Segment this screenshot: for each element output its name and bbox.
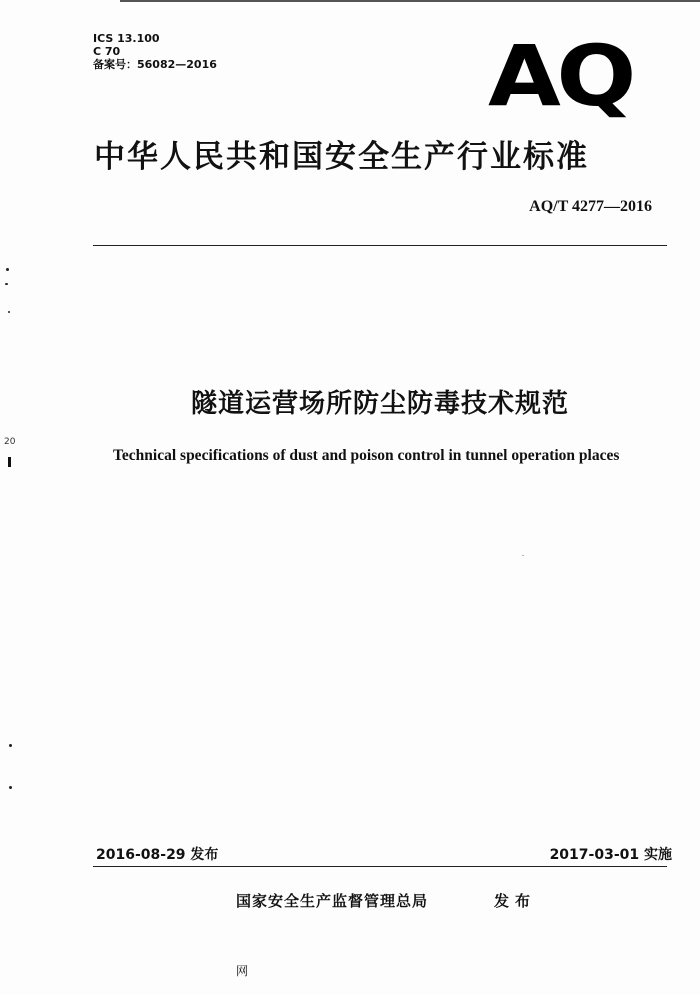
scan-speck <box>9 786 12 789</box>
standard-title: 中华人民共和国安全生产行业标准 <box>94 139 589 175</box>
issue-date: 2016-08-29 发布 <box>96 847 219 863</box>
document-title-chinese: 隧道运营场所防尘防毒技术规范 <box>190 389 569 419</box>
scan-speck <box>9 744 12 747</box>
scan-speck <box>522 555 524 556</box>
bottom-divider <box>93 866 667 867</box>
document-title-english: Technical specifications of dust and poison control in tunnel operation places <box>113 447 620 464</box>
implementation-date: 2017-03-01 实施 <box>549 847 672 863</box>
classification-code: C 70 <box>93 45 121 58</box>
margin-number: 20 <box>4 437 16 447</box>
scan-speck <box>6 268 9 271</box>
record-number: 备案号：56082—2016 <box>93 58 217 71</box>
ics-code: ICS 13.100 <box>93 32 160 45</box>
publisher-name: 国家安全生产监督管理总局 <box>236 892 429 910</box>
footer-mark: 网 <box>236 964 249 978</box>
standard-code: AQ/T 4277—2016 <box>529 198 652 215</box>
top-divider <box>93 245 667 246</box>
publish-label: 发布 <box>494 892 537 910</box>
aq-logo: AQ <box>488 27 632 125</box>
meta-block <box>93 32 217 71</box>
scan-speck <box>5 283 8 285</box>
scan-edge-line <box>120 0 700 2</box>
scan-bar-mark <box>8 457 11 467</box>
scan-speck <box>8 311 10 313</box>
